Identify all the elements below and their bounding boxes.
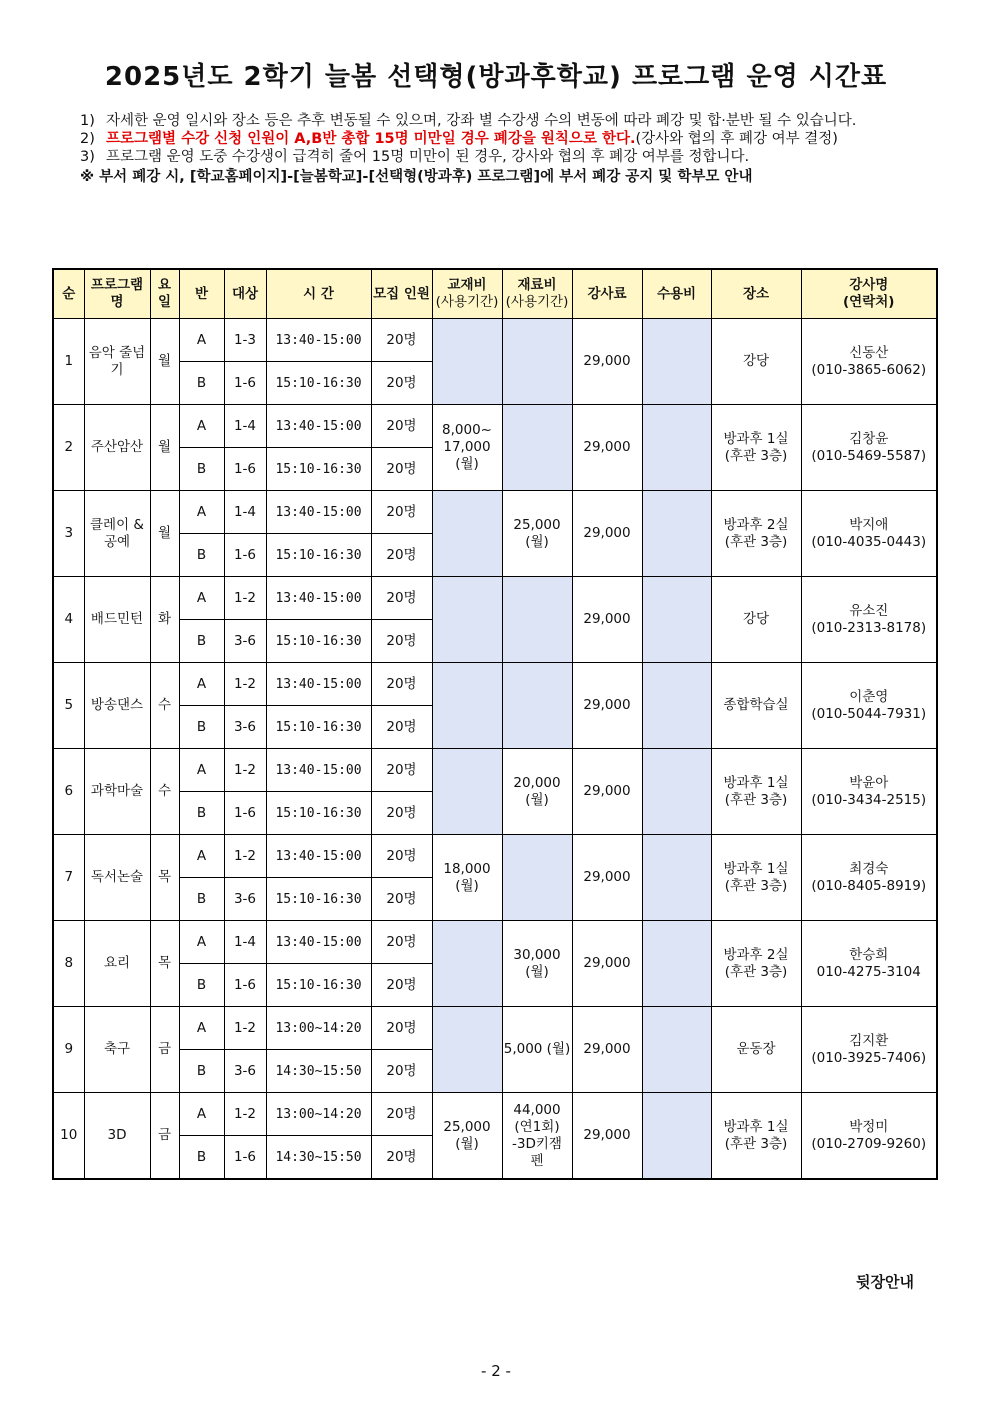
instructor-fee: 29,000	[572, 663, 642, 749]
class-time: 15:10-16:30	[266, 878, 371, 921]
material-cost: 30,000 (월)	[502, 921, 572, 1007]
supply-cost	[642, 835, 711, 921]
material-cost	[502, 835, 572, 921]
teacher-phone: (010-5469-5587)	[811, 447, 927, 464]
supply-cost	[642, 1093, 711, 1180]
teacher-name: 박윤아	[849, 774, 889, 791]
class-capacity: 20명	[371, 749, 432, 792]
class-capacity: 20명	[371, 706, 432, 749]
class-target: 1-2	[224, 749, 266, 792]
class-target: 1-6	[224, 964, 266, 1007]
class-time: 13:00~14:20	[266, 1093, 371, 1136]
class-capacity: 20명	[371, 1050, 432, 1093]
class-capacity: 20명	[371, 792, 432, 835]
class-capacity: 20명	[371, 319, 432, 362]
class-label: B	[179, 1050, 224, 1093]
class-time: 13:40-15:00	[266, 491, 371, 534]
program-name: 3D	[84, 1093, 150, 1180]
supply-cost	[642, 749, 711, 835]
class-capacity: 20명	[371, 448, 432, 491]
program-place: 방과후 2실 (후관 3층)	[711, 491, 801, 577]
schedule-body	[53, 319, 937, 1180]
header-target: 대상	[224, 269, 266, 319]
program-name: 독서논술	[84, 835, 150, 921]
note-text	[106, 130, 930, 148]
class-label: A	[179, 1007, 224, 1050]
material-cost: 44,000 (연1회) -3D키잼 펜	[502, 1093, 572, 1180]
teacher-cell	[801, 405, 937, 491]
program-number: 1	[53, 319, 84, 405]
class-label: A	[179, 663, 224, 706]
class-capacity: 20명	[371, 921, 432, 964]
class-label: B	[179, 362, 224, 405]
class-target: 1-4	[224, 491, 266, 534]
instructor-fee: 29,000	[572, 577, 642, 663]
header-time: 시 간	[266, 269, 371, 319]
class-label: A	[179, 921, 224, 964]
teacher-name: 박지애	[849, 516, 889, 533]
class-label: A	[179, 1093, 224, 1136]
closure-warning: ※ 부서 폐강 시, [학교홈페이지]-[늘봄학교]-[선택형(방과후) 프로그램]에 부서 폐강 공지 및 학부모 안내	[80, 169, 753, 185]
textbook-cost: 18,000 (월)	[432, 835, 502, 921]
instructor-fee: 29,000	[572, 921, 642, 1007]
class-target: 1-2	[224, 1093, 266, 1136]
program-name: 방송댄스	[84, 663, 150, 749]
class-target: 1-4	[224, 921, 266, 964]
program-place: 운동장	[711, 1007, 801, 1093]
header-fee: 강사료	[572, 269, 642, 319]
page-number: - 2 -	[481, 1362, 511, 1380]
material-cost	[502, 577, 572, 663]
supply-cost	[642, 1007, 711, 1093]
class-label: A	[179, 491, 224, 534]
class-label: A	[179, 577, 224, 620]
program-number: 3	[53, 491, 84, 577]
teacher-phone: (010-3925-7406)	[811, 1049, 927, 1066]
class-capacity: 20명	[371, 620, 432, 663]
teacher-phone: (010-3434-2515)	[811, 791, 927, 808]
program-number: 6	[53, 749, 84, 835]
header-place: 장소	[711, 269, 801, 319]
program-day: 금	[150, 1007, 179, 1093]
teacher-cell	[801, 749, 937, 835]
program-number: 4	[53, 577, 84, 663]
teacher-cell	[801, 1007, 937, 1093]
class-capacity: 20명	[371, 534, 432, 577]
note-remark: (강사와 협의 후 폐강 여부 결정)	[635, 131, 838, 147]
textbook-cost	[432, 1007, 502, 1093]
class-time: 15:10-16:30	[266, 362, 371, 405]
class-capacity: 20명	[371, 663, 432, 706]
class-target: 3-6	[224, 620, 266, 663]
class-label: B	[179, 534, 224, 577]
notes	[80, 112, 930, 186]
note-3	[80, 148, 930, 166]
program-number: 5	[53, 663, 84, 749]
program-place: 종합학습실	[711, 663, 801, 749]
class-target: 1-2	[224, 663, 266, 706]
program-day: 월	[150, 405, 179, 491]
class-target: 1-6	[224, 792, 266, 835]
class-target: 1-6	[224, 362, 266, 405]
material-cost	[502, 663, 572, 749]
program-name: 주산암산	[84, 405, 150, 491]
supply-cost	[642, 405, 711, 491]
program-day: 목	[150, 835, 179, 921]
instructor-fee: 29,000	[572, 405, 642, 491]
program-number: 2	[53, 405, 84, 491]
header-program: 프로그램명	[84, 269, 150, 319]
class-time: 15:10-16:30	[266, 792, 371, 835]
table-row	[53, 319, 937, 362]
program-place: 방과후 1실 (후관 3층)	[711, 835, 801, 921]
teacher-phone: (010-2709-9260)	[811, 1135, 927, 1152]
class-capacity: 20명	[371, 577, 432, 620]
supply-cost	[642, 663, 711, 749]
header-class: 반	[179, 269, 224, 319]
class-capacity: 20명	[371, 878, 432, 921]
header-supply: 수용비	[642, 269, 711, 319]
teacher-phone: 010-4275-3104	[816, 963, 921, 980]
class-time: 13:40-15:00	[266, 921, 371, 964]
header-capacity: 모집 인원	[371, 269, 432, 319]
note-number: 3)	[80, 149, 95, 165]
class-time: 13:40-15:00	[266, 577, 371, 620]
teacher-cell	[801, 491, 937, 577]
class-label: B	[179, 964, 224, 1007]
teacher-phone: (010-2313-8178)	[811, 619, 927, 636]
class-time: 13:40-15:00	[266, 749, 371, 792]
instructor-fee: 29,000	[572, 319, 642, 405]
class-label: B	[179, 448, 224, 491]
class-target: 1-6	[224, 1136, 266, 1180]
supply-cost	[642, 577, 711, 663]
class-time: 13:40-15:00	[266, 319, 371, 362]
class-label: A	[179, 749, 224, 792]
header-material-sub: (사용기간)	[505, 294, 569, 310]
table-row	[53, 835, 937, 878]
program-place: 방과후 2실 (후관 3층)	[711, 921, 801, 1007]
program-name: 배드민턴	[84, 577, 150, 663]
class-target: 3-6	[224, 706, 266, 749]
program-name: 요리	[84, 921, 150, 1007]
class-label: B	[179, 706, 224, 749]
header-teacher-label: 강사명	[849, 277, 889, 293]
table-header-row	[53, 269, 937, 319]
class-time: 15:10-16:30	[266, 964, 371, 1007]
header-no: 순	[53, 269, 84, 319]
note-1	[80, 112, 930, 130]
teacher-name: 신동산	[849, 344, 889, 361]
teacher-name: 김지환	[849, 1032, 889, 1049]
class-target: 1-2	[224, 577, 266, 620]
material-cost	[502, 405, 572, 491]
class-target: 3-6	[224, 878, 266, 921]
program-place: 방과후 1실 (후관 3층)	[711, 405, 801, 491]
class-label: A	[179, 319, 224, 362]
class-time: 13:40-15:00	[266, 663, 371, 706]
note-number: 2)	[80, 131, 95, 147]
instructor-fee: 29,000	[572, 835, 642, 921]
class-capacity: 20명	[371, 1093, 432, 1136]
program-place: 방과후 1실 (후관 3층)	[711, 1093, 801, 1180]
textbook-cost	[432, 577, 502, 663]
teacher-cell	[801, 1093, 937, 1180]
teacher-cell	[801, 663, 937, 749]
class-time: 14:30~15:50	[266, 1050, 371, 1093]
teacher-name: 이춘영	[849, 688, 889, 705]
program-place: 강당	[711, 319, 801, 405]
program-day: 목	[150, 921, 179, 1007]
program-number: 8	[53, 921, 84, 1007]
teacher-name: 최경숙	[849, 860, 889, 877]
class-time: 13:40-15:00	[266, 405, 371, 448]
class-time: 13:00~14:20	[266, 1007, 371, 1050]
teacher-phone: (010-4035-0443)	[811, 533, 927, 550]
textbook-cost: 25,000 (월)	[432, 1093, 502, 1180]
class-time: 15:10-16:30	[266, 448, 371, 491]
header-textbook-sub: (사용기간)	[435, 294, 499, 310]
page-title: 2025년도 2학기 늘봄 선택형(방과후학교) 프로그램 운영 시간표	[104, 62, 888, 92]
class-label: B	[179, 620, 224, 663]
class-capacity: 20명	[371, 835, 432, 878]
class-capacity: 20명	[371, 491, 432, 534]
class-time: 15:10-16:30	[266, 706, 371, 749]
footer-note: 뒷장안내	[856, 1273, 914, 1291]
table-row	[53, 405, 937, 448]
table-row	[53, 577, 937, 620]
supply-cost	[642, 921, 711, 1007]
note-2	[80, 130, 930, 148]
program-place: 방과후 1실 (후관 3층)	[711, 749, 801, 835]
teacher-name: 박정미	[849, 1118, 889, 1135]
material-cost: 20,000 (월)	[502, 749, 572, 835]
note-number: 1)	[80, 113, 95, 129]
class-target: 1-6	[224, 448, 266, 491]
program-day: 월	[150, 319, 179, 405]
textbook-cost	[432, 663, 502, 749]
note-text: 자세한 운영 일시와 장소 등은 추후 변동될 수 있으며, 강좌 별 수강생 수의 변동에 따라 폐강 및 합·분반 될 수 있습니다.	[106, 113, 857, 129]
header-material-label: 재료비	[517, 277, 557, 293]
teacher-cell	[801, 835, 937, 921]
teacher-cell	[801, 319, 937, 405]
class-capacity: 20명	[371, 362, 432, 405]
teacher-phone: (010-5044-7931)	[811, 705, 927, 722]
class-label: B	[179, 792, 224, 835]
header-material	[502, 269, 572, 319]
header-teacher	[801, 269, 937, 319]
program-day: 수	[150, 663, 179, 749]
textbook-cost	[432, 491, 502, 577]
instructor-fee: 29,000	[572, 749, 642, 835]
class-target: 1-2	[224, 835, 266, 878]
teacher-cell	[801, 577, 937, 663]
class-time: 14:30~15:50	[266, 1136, 371, 1180]
instructor-fee: 29,000	[572, 491, 642, 577]
instructor-fee: 29,000	[572, 1093, 642, 1180]
class-label: B	[179, 878, 224, 921]
teacher-phone: (010-8405-8919)	[811, 877, 927, 894]
supply-cost	[642, 319, 711, 405]
instructor-fee: 29,000	[572, 1007, 642, 1093]
material-cost: 25,000 (월)	[502, 491, 572, 577]
class-capacity: 20명	[371, 1136, 432, 1180]
program-name: 축구	[84, 1007, 150, 1093]
material-cost: 5,000 (월)	[502, 1007, 572, 1093]
class-capacity: 20명	[371, 964, 432, 1007]
program-name: 클레이 &공예	[84, 491, 150, 577]
table-row	[53, 1093, 937, 1136]
supply-cost	[642, 491, 711, 577]
class-target: 1-3	[224, 319, 266, 362]
textbook-cost	[432, 921, 502, 1007]
note-emphasis: 프로그램별 수강 신청 인원이 A,B반 총합 15명 미만일 경우 폐강을 원칙으로 한다.	[106, 131, 636, 147]
program-day: 화	[150, 577, 179, 663]
table-row	[53, 1007, 937, 1050]
header-teacher-sub: (연락처)	[843, 294, 895, 310]
program-place: 강당	[711, 577, 801, 663]
note-text: 프로그램 운영 도중 수강생이 급격히 줄어 15명 미만이 된 경우, 강사와 협의 후 폐강 여부를 정합니다.	[106, 149, 750, 165]
class-target: 1-6	[224, 534, 266, 577]
program-number: 7	[53, 835, 84, 921]
class-time: 15:10-16:30	[266, 620, 371, 663]
program-number: 9	[53, 1007, 84, 1093]
textbook-cost	[432, 319, 502, 405]
program-number: 10	[53, 1093, 84, 1180]
teacher-name: 김창윤	[849, 430, 889, 447]
teacher-cell	[801, 921, 937, 1007]
class-time: 15:10-16:30	[266, 534, 371, 577]
program-day: 수	[150, 749, 179, 835]
program-day: 금	[150, 1093, 179, 1180]
class-label: A	[179, 405, 224, 448]
class-target: 1-2	[224, 1007, 266, 1050]
table-row	[53, 921, 937, 964]
program-name: 음악 줄넘기	[84, 319, 150, 405]
table-row	[53, 749, 937, 792]
schedule-table	[52, 268, 938, 1180]
table-row	[53, 491, 937, 534]
teacher-name: 한승희	[849, 946, 889, 963]
class-label: A	[179, 835, 224, 878]
header-textbook	[432, 269, 502, 319]
material-cost	[502, 319, 572, 405]
textbook-cost: 8,000~ 17,000 (월)	[432, 405, 502, 491]
class-capacity: 20명	[371, 405, 432, 448]
teacher-name: 유소진	[849, 602, 889, 619]
program-name: 과학마술	[84, 749, 150, 835]
class-time: 13:40-15:00	[266, 835, 371, 878]
class-capacity: 20명	[371, 1007, 432, 1050]
header-day: 요일	[150, 269, 179, 319]
program-day: 월	[150, 491, 179, 577]
textbook-cost	[432, 749, 502, 835]
class-target: 1-4	[224, 405, 266, 448]
class-target: 3-6	[224, 1050, 266, 1093]
class-label: B	[179, 1136, 224, 1180]
header-textbook-label: 교재비	[447, 277, 487, 293]
table-row	[53, 663, 937, 706]
teacher-phone: (010-3865-6062)	[811, 361, 927, 378]
